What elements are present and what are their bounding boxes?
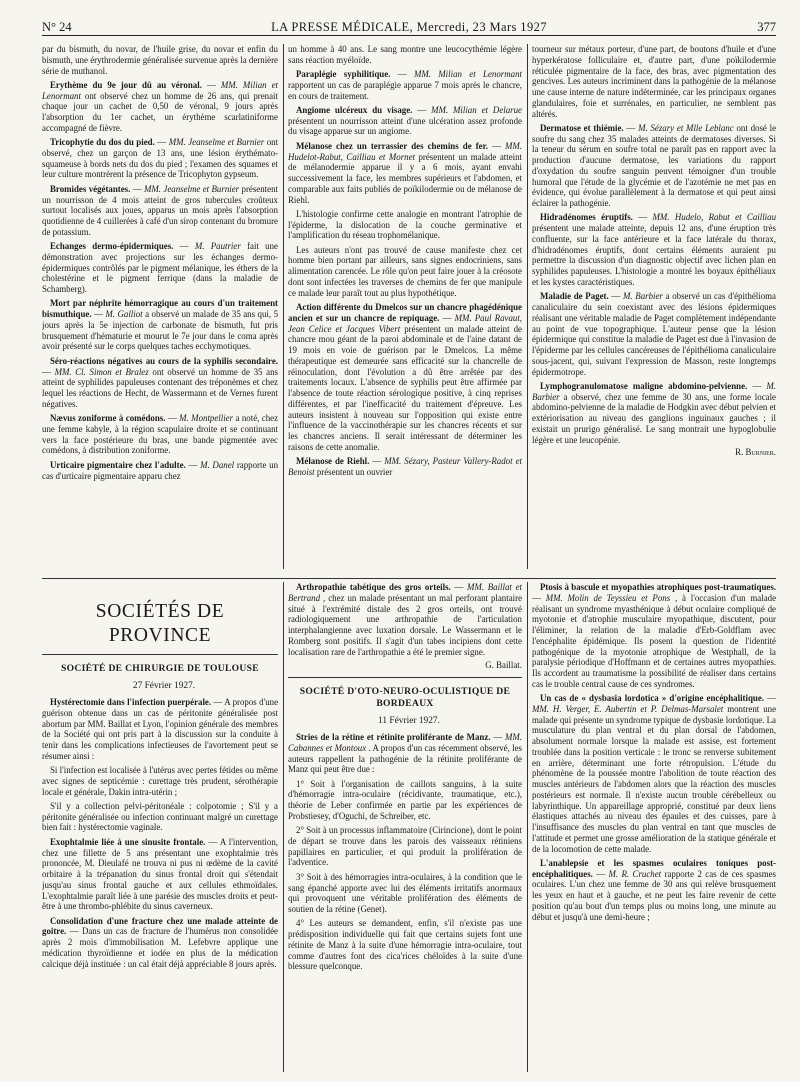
article-paragraph bbox=[288, 918, 522, 972]
article-text: tourneur sur métaux porteur, d'une part, de boutons d'huile et d'une hyperkératose folliculaire et, d'autre part, d'une poïkilodermie réticulée pigmentaire de la face, des bras, avec pigmentation des gencives. Les auteurs incriminent dans la pathogénie de la mélanose une cause interne de nature indéterminée, car les principaux organes glandulaires, foie et surrénales, en particulier, ne semblent pas altérés. bbox=[532, 44, 776, 119]
article-text: 2° Soit à un processus inflammatoire (Cirincione), dont le point de départ se trouve dans les parois des vaisseaux rétiniens papillaires en particulier, et qui produit la prolifération de l'adventice. bbox=[288, 825, 522, 868]
article-text: 1° Soit à l'organisation de caillots sanguins, à la suite d'hémorragie intra-oculaire (récidivante, traumatique, etc.), théorie de Leber confirmée en partie par les expériences de Probstiesey, d'Oguchi, de Schreiber, etc. bbox=[288, 778, 522, 821]
article-paragraph bbox=[288, 825, 522, 868]
column-divider bbox=[527, 582, 528, 1072]
article-authors: M. Barbier bbox=[622, 291, 663, 302]
article-authors: M. Montpellier bbox=[179, 413, 234, 424]
article-authors: M. Galliot bbox=[105, 309, 143, 320]
article-paragraph: Erythème du 9e jour dû au véronal. — MM. Milian et Lenormant ont observé chez un homme de 26 ans, qui prenait chaque jour un cachet de 0,50 de véronal, 9 jours après l'absorption du 1er cachet, un érythème scarlatiniforme accompagné de fièvre. bbox=[42, 79, 278, 133]
article-heading: Séro-réactions négatives au cours de la syphilis secondaire. bbox=[50, 355, 278, 366]
article-text: présentent une malade atteinte, depuis 12 ans, d'une éruption très confluente, sur la face antérieure et la face latérale du thorax, d'hidradénomes éruptifs, dont certains éléments auraient pu permettre la discussion d'un diagnostic objectif avec lichen plan en syphilides papuleuses. L'histologie a montré les boyaux épithéliaux et les kystes caractéristiques. bbox=[532, 223, 776, 287]
article-heading: Arthropathie tabétique des gros orteils. bbox=[296, 582, 451, 592]
article-authors: MM. Milian et Delarue bbox=[431, 104, 522, 115]
article-text: fait une démonstration avec projections sur les échanges dermo-épidermiques contrôlés par le pigment mélanique, les éthers de la cholestérine et le pigment ferrique (dans la maladie de Schamberg). bbox=[42, 241, 278, 295]
title-rule bbox=[288, 677, 522, 678]
bottom-column-3 bbox=[532, 582, 776, 1075]
article-text: , à l'occasion d'un malade réalisant un syndrome myasthénique à début oculaire compliqué de myotonie et d'atrophie musculaire myopathique, discutent, pour l'éliminer, la relation de la maladie d'Erb-Goldflam avec l'encéphalite épidémique. Ils posent la question de l'identité pathogénique de la myotonie atrophique de Westphall, de la paralysie périodique d'Hoffmann et de certaines autres myopathies. Ils accordent au traumatisme la possibilité de réaliser dans certains cas le trouble central cause de ces syndromes. bbox=[532, 592, 776, 689]
issue-number: N° 24 bbox=[42, 20, 72, 34]
article-authors: MM. Hudelo, Rabut et Cailliau bbox=[652, 212, 776, 223]
article-text: 4° Les auteurs se demandent, enfin, s'il n'existe pas une prédisposition individuelle qui fait que certains sujets font une rétinite de Manz à la suite d'une hémorragie intra-oculaire, tout comme d'autres font des cica'rices chéloïdes à la suite d'une blessure quelconque. bbox=[288, 918, 522, 972]
article-paragraph: Dermatose et thiémie. — M. Sézary et Mlle Leblanc ont dosé le soufre du sang chez 35 malades atteints de dermatoses diverses. Si la teneur du sérum en soufre total ne paraît pas en rapport avec la production d'aucune dermatose, les variations du rapport d'oxydation du soufre sanguin peuvent témoigner d'un trouble humoral que l'étude de la glycémie et de l'azotémie ne met pas en évidence, qui évolue parallèlement à la dermatose et qui peut ainsi éclairer la pathogénie. bbox=[532, 122, 776, 209]
column-divider bbox=[283, 582, 284, 1072]
article-paragraph: Consolidation d'une fracture chez une malade atteinte de goitre. — Dans un cas de fracture de l'humérus non consolidée après 2 mois d'immobilisation M. Lefebvre applique une médication thyroïdienne et iodée en plus de la médication calcique déjà instituée : un cal était déjà appréciable 8 jours après. bbox=[42, 915, 278, 969]
section-divider bbox=[42, 578, 776, 579]
bottom-column-2-articles bbox=[288, 582, 522, 657]
article-text: a observé un cas d'épithélioma canaliculaire du sein coexistant avec des lésions épidermiques réalisant une véritable maladie de Paget complètement indépendante au point de vue topographique. L'auteur pense que la lésion épidermique qui constitue la maladie de Paget est due à l'invasion de l'épiderme par les cellules cancéreuses de l'épithélioma canaliculaire sous-jacent, qui, suivant l'expression de Masson, reste longtemps épidermotrope. bbox=[532, 291, 776, 377]
article-paragraph bbox=[42, 801, 278, 833]
article-paragraph: Tricophytie du dos du pied. — MM. Jeanselme et Burnier ont observé, chez un garçon de 13 ans, une lésion érythémato-squameuse à bords nets du dos du pied ; l'examen des squames et leur culture montrèrent la présence de Tricophyton gypseum. bbox=[42, 137, 278, 180]
article-paragraph: Nævus zoniforme à comédons. — M. Montpellier a noté, chez une femme kabyle, à la région scapulaire droite et se continuant vers la face postérieure du bras, une bande pigmentée avec comédons, à distribution zoniforme. bbox=[42, 413, 278, 456]
bottom-column-2 bbox=[288, 582, 522, 1075]
article-heading: Mort par néphrite hémorragique au cours d'un traitement bismuthique. bbox=[42, 298, 278, 320]
article-text: Les auteurs n'ont pas trouvé de cause manifeste chez cet homme bien portant par ailleurs, sans signes endocriniens, sans alimentation carencée. Le rôle qu'on peut faire jouer à la créosote dont sont infectées les traverses de chemins de fer que manipule ce malade leur paraît tout au plus hypothétique. bbox=[288, 244, 522, 298]
article-text: S'il y a collection pelvi-péritonéale : colpotomie ; S'il y a péritonite généralisée ou infection continuant malgré un curettage bien fait : hystérectomie vaginale. bbox=[42, 800, 278, 833]
top-column-2 bbox=[288, 44, 522, 574]
article-authors: M. Sézary et Mlle Leblanc bbox=[638, 122, 734, 133]
article-heading: Nævus zoniforme à comédons. bbox=[50, 413, 166, 424]
society-title: SOCIÉTÉ D'OTO-NEURO-OCULISTIQUE DE BORDEAUX bbox=[299, 686, 511, 709]
article-text: a noté, chez une femme kabyle, à la région scapulaire droite et se continuant vers la face postérieure du bras, une bande pigmentée avec comédons, à distribution zoniforme. bbox=[42, 413, 278, 456]
article-text: ont dosé le soufre du sang chez 35 malades atteints de dermatoses diverses. Si la teneur du sérum en soufre total ne paraît pas en rapport avec la production d'aucune dermatose, les variations du rapport d'oxydation du soufre sanguin peuvent témoigner d'un trouble humoral que l'étude de la glycémie et de l'azotémie ne met pas en évidence, qui évolue parallèlement à la dermatose et qui peut ainsi éclairer la pathogénie. bbox=[532, 122, 776, 209]
article-heading: Action différente du Dmelcos sur un chancre phagédénique ancien et sur un chancre de repiquage. bbox=[288, 302, 522, 323]
article-heading: Bromides végétantes. bbox=[50, 183, 131, 194]
article-paragraph: Bromides végétantes. — MM. Jeanselme et Burnier présentent un nourrisson de 4 mois atteint de gros tubercules croûteux surtout localisés aux joues, apparus un mois après l'absorption quotidienne de 4 cuillerées à café d'un sirop contenant du bromure de potassium. bbox=[42, 183, 278, 237]
article-authors: M. R. Cruchet bbox=[608, 868, 662, 879]
journal-title: LA PRESSE MÉDICALE, Mercredi, 23 Mars 1927 bbox=[271, 20, 547, 34]
section-title: SOCIÉTÉS DE PROVINCE bbox=[95, 601, 225, 646]
bottom-column-1-articles bbox=[42, 697, 278, 969]
article-text: 3° Soit à des hémorragies intra-oculaires, à la condition que le sang épanché apporte avec lui des éléments irritatifs anormaux qui provoquent une véritable prolifération des éléments de soutien de la rétine (Genet). bbox=[288, 871, 522, 915]
article-text: A l'intervention, chez une fillette de 5 ans présentant une exophtalmie très prononcée, M. Dieulafé ne trouva ni pus ni œdème de la cavité orbitaire à la trépanation du sinus frontal droit qui s'étendait jusqu'au sinus frontal gauche et aux cellules ethmoïdales. L'exophtalmie paraît liée à une parésie des muscles droits et peut-être à une thrombo-phlébite du sinus caverneux. bbox=[42, 836, 278, 912]
article-text: Si l'infection est localisée à l'utérus avec pertes fétides ou même avec signes de septicémie : curettage très prudent, sérothérapie locale et générale, Dakin intra-utérin ; bbox=[42, 765, 278, 797]
article-authors: MM. Jeanselme et Burnier bbox=[144, 183, 240, 194]
article-text: ont observé un homme de 35 ans atteint de syphilides papuleuses contenant des tréponèmes et chez lequel les réactions de Hecht, de Wassermann et de Vernes furent négatives. bbox=[42, 366, 278, 409]
top-column-3-articles bbox=[532, 44, 776, 445]
article-text: rapporte un cas d'urticaire pigmentaire apparu chez bbox=[42, 459, 278, 481]
article-paragraph bbox=[288, 44, 522, 66]
article-authors: MM. Milian et Lenormant bbox=[42, 79, 278, 101]
article-heading: Hystérectomie dans l'infection puerpérale. bbox=[50, 697, 212, 707]
article-text: présentent un nourrisson de 4 mois atteint de gros tubercules croûteux surtout localisés aux joues, apparus un mois après l'absorption quotidienne de 4 cuillerées à café d'un sirop contenant du bromure de potassium. bbox=[42, 183, 278, 237]
article-heading: Consolidation d'une fracture chez une malade atteinte de goitre. bbox=[42, 915, 278, 937]
article-paragraph: Mort par néphrite hémorragique au cours d'un traitement bismuthique. — M. Galliot a observé un malade de 35 ans qui, 5 jours après la 5e injection de carbonate de bismuth, fut pris brusquement d'hématurie et mourut le 7e jour dans le coma après avoir présenté sur le corps quelques taches ecchymotiques. bbox=[42, 298, 278, 352]
column-divider bbox=[283, 44, 284, 569]
article-paragraph bbox=[288, 872, 522, 915]
article-paragraph bbox=[288, 245, 522, 299]
article-text: rapporte 2 cas de ces spasmes oculaires. L'un chez une femme de 30 ans qui relève brusquement les yeux en haut et à gauche, et ne peut les faire revenir de cette position qu'au bout d'un temps plus ou moins long, une minute au début et jusqu'à une demi-heure ; bbox=[532, 868, 776, 922]
article-text: ont observé chez un homme de 26 ans, qui prenait chaque jour un cachet de 0,50 de véronal, 9 jours après l'absorption du 1er cachet, un érythème scarlatiniforme accompagné de fièvre. bbox=[42, 90, 278, 133]
article-paragraph: Un cas de « dysbasia lordotica » d'origine encéphalitique. — MM. H. Verger, E. Aubertin et P. Delmas-Marsalet montrent une malade qui présente un syndrome typique de dysbasie lordotique. La musculature du plan ventral et du plan dorsal de l'abdomen, absolument normale lorsque la malade est assise, est fortement troublée dans la position verticale : le tronc se renverse subitement en arrière, déterminant une forte rétropulsion. L'étude du phénomène de la poussée montre l'abolition de toute réaction des muscles antérieurs de l'abdomen alors que la réaction des muscles postérieurs est normale. Il n'existe aucun trouble cérébelleux ou labyrinthique. Un appareillage approprié, constitué par deux liens élastiques attachés au niveau des épaules et des cuisses, pare à l'insuffisance des muscles du plan ventral en tant que muscles de l'attitude et permet une grosse amélioration de la statique générale et de la locomotion de cette malade. bbox=[532, 693, 776, 854]
article-paragraph: Lymphogranulomatose maligne abdomino-pelvienne. — M. Barbier a observé, chez une femme de 30 ans, une forme locale abdomino-pelvienne de la maladie de Hodgkin avec début pelvien et extériorisation au niveau des ganglions inguinaux gauches ; il existait un prurigo généralisé. Le sang montrait une hypoglobulie légère et une leucopénie. bbox=[532, 380, 776, 445]
article-paragraph: Hidradénomes éruptifs. — MM. Hudelo, Rabut et Cailliau présentent une malade atteinte, depuis 12 ans, d'une éruption très confluente, sur la face antérieure et la face latérale du thorax, d'hidradénomes éruptifs, dont certains éléments auraient pu permettre la discussion d'un diagnostic objectif avec lichen plan en syphilides papuleuses. L'histologie a montré les boyaux épithéliaux et les kystes caractéristiques. bbox=[532, 212, 776, 287]
article-authors: MM. Cabannes et Montoux bbox=[288, 732, 522, 753]
article-authors: MM. Hudelot-Rabut, Cailliau et Mornet bbox=[288, 140, 522, 162]
article-heading: L'anablepsie et les spasmes oculaires toniques post-encéphalitiques. bbox=[532, 857, 776, 879]
bottom-column-2b-articles bbox=[288, 732, 522, 972]
article-text: , chez un malade présentant un mal perforant plantaire situé à l'extrémité distale des 2 gros orteils, ont trouvé radiologiquement une arthropathie de l'articulation interphalangienne avec luxation dorsale. Le Wassermann et le Romberg sont positifs. Il s'agit d'un tabes incipiens dont cette localisation rare de l'arthropathie a été le premier signe. bbox=[288, 592, 522, 657]
article-authors: MM. Baillat et Bertrand bbox=[288, 582, 522, 603]
article-authors: M. Danel bbox=[200, 459, 235, 470]
article-text: montrent une malade qui présente un syndrome typique de dysbasie lordotique. La musculature du plan ventral et du plan dorsal de l'abdomen, absolument normale lorsque la malade est assise, est fortement troublée dans la position verticale : le tronc se renverse subitement en arrière, déterminant une forte rétropulsion. L'étude du phénomène de la poussée montre l'abolition de toute réaction des muscles antérieurs de l'abdomen alors que la réaction des muscles postérieurs est normale. Il n'existe aucun trouble cérébelleux ou labyrinthique. Un appareillage approprié, constitué par deux liens élastiques attachés au niveau des épaules et des cuisses, pare à l'insuffisance des muscles du plan ventral en tant que muscles de l'attitude et permet une grosse amélioration de la statique générale et de la locomotion de cette malade. bbox=[532, 703, 776, 854]
article-text: par du bismuth, du novar, de l'huile grise, du novar et enfin du bismuth, une érythrodermie généralisée survenue après la dernière série de muthanol. bbox=[42, 44, 278, 76]
page-header bbox=[42, 20, 776, 36]
article-paragraph bbox=[42, 44, 278, 76]
article-paragraph: Maladie de Paget. — M. Barbier a observé un cas d'épithélioma canaliculaire du sein coexistant avec des lésions épidermiques réalisant une véritable maladie de Paget complètement indépendante au point de vue topographique. L'auteur pense que la lésion épidermique qui constitue la maladie de Paget est due à l'invasion de l'épiderme par les cellules cancéreuses de l'épithélioma canaliculaire sous-jacent, qui, suivant l'expression de Masson, reste longtemps épidermotrope. bbox=[532, 291, 776, 377]
article-paragraph: Arthropathie tabétique des gros orteils. — MM. Baillat et Bertrand , chez un malade présentant un mal perforant plantaire situé à l'extrémité distale des 2 gros orteils, ont trouvé radiologiquement une arthropathie de l'articulation interphalangienne avec luxation dorsale. Le Wassermann et le Romberg sont positifs. Il s'agit d'un tabes incipiens dont cette localisation rare de l'arthropathie a été le premier signe. bbox=[288, 582, 522, 657]
article-paragraph: Action différente du Dmelcos sur un chancre phagédénique ancien et sur un chancre de repiquage. — MM. Paul Ravaut, Jean Celice et Jacques Vibert présentent un malade atteint de chancre mou géant de la paroi abdominale et de l'aine datant de 19 mois en voie de guérison par le Dmelcos. La même thérapeutique est demeurée sans efficacité sur la chancrelle de réinoculation, dont l'évolution a dû être arrêtée par des traitements locaux. L'absence de syphilis peut être affirmée par l'absence de toute réaction sérologique positive, à cinq reprises différentes, et par l'inefficacité du traitement d'épreuve. Les auteurs insistent à nouveau sur l'opposition qui existe entre l'influence de la vaccinothérapie sur les chancres récents et sur les chancres anciens. Il serait intéressant de déterminer les raisons de cette anomalie. bbox=[288, 302, 522, 452]
article-authors: MM. Jeanselme et Burnier bbox=[168, 137, 265, 148]
article-paragraph: L'anablepsie et les spasmes oculaires toniques post-encéphalitiques. — M. R. Cruchet rapporte 2 cas de ces spasmes oculaires. L'un chez une femme de 30 ans qui relève brusquement les yeux en haut et à gauche, et ne peut les faire revenir de cette position qu'au bout d'un temps plus ou moins long, une minute au début et jusqu'à une demi-heure ; bbox=[532, 857, 776, 922]
article-heading: Angiome ulcéreux du visage. bbox=[296, 104, 413, 115]
article-heading: Mélanose de Riehl. bbox=[296, 456, 370, 467]
article-heading: Paraplégie syphilitique. bbox=[296, 69, 391, 80]
article-paragraph bbox=[288, 209, 522, 241]
bottom-column-1 bbox=[42, 580, 278, 1075]
article-heading: Ptosis à bascule et myopathies atrophiques post-traumatiques. bbox=[540, 582, 776, 592]
article-text: rapportent un cas de paraplégie apparue 7 mois après le chancre, en cours de traitement. bbox=[288, 79, 522, 101]
article-heading: Mélanose chez un terrassier des chemins de fer. bbox=[296, 140, 488, 151]
article-text: ont observé, chez un garçon de 13 ans, une lésion érythémato-squameuse à bords nets du dos du pied ; l'examen des squames et leur culture montrèrent la présence de Tricophyton gypseum. bbox=[42, 137, 278, 180]
page-number: 377 bbox=[757, 20, 776, 34]
article-paragraph bbox=[532, 44, 776, 119]
article-text: L'histologie confirme cette analogie en montrant l'atrophie de l'épiderme, la dislocation de la couche germinative et l'amplification du réseau trophomélanique. bbox=[288, 208, 522, 241]
signature: G. Baillat. bbox=[485, 660, 522, 671]
article-paragraph: Mélanose de Riehl. — MM. Sézary, Pasteur Vallery-Radot et Benoist présentent un ouvrier bbox=[288, 456, 522, 477]
article-heading: Dermatose et thiémie. bbox=[540, 122, 624, 133]
article-paragraph: Séro-réactions négatives au cours de la syphilis secondaire. — MM. Cl. Simon et Bralez ont observé un homme de 35 ans atteint de syphilides papuleuses contenant des tréponèmes et chez lequel les réactions de Hecht, de Wassermann et de Vernes furent négatives. bbox=[42, 355, 278, 409]
article-paragraph: Hystérectomie dans l'infection puerpérale. — A propos d'une guérison obtenue dans un cas de péritonite généralisée post abortum par MM. Baillat et Lyon, l'opinion générale des membres de la Société qui ont pris part à la discussion sur la conduite à tenir dans les complications infectieuses de l'avortement peut se résumer ainsi : bbox=[42, 697, 278, 761]
society-date: 27 Février 1927. bbox=[132, 681, 196, 691]
article-paragraph bbox=[288, 779, 522, 822]
article-authors: MM. H. Verger, E. Aubertin et P. Delmas-Marsalet bbox=[532, 703, 724, 714]
signature: R. Burnier. bbox=[735, 447, 776, 458]
article-paragraph: Paraplégie syphilitique. — MM. Milian et Lenormant rapportent un cas de paraplégie apparue 7 mois après le chancre, en cours de traitement. bbox=[288, 69, 522, 101]
article-heading: Un cas de « dysbasia lordotica » d'origine encéphalitique. bbox=[540, 693, 764, 704]
title-rule bbox=[42, 654, 278, 655]
article-heading: Urticaire pigmentaire chez l'adulte. bbox=[50, 459, 186, 470]
article-authors: M. Barbier bbox=[532, 380, 776, 402]
society-date: 11 Février 1927. bbox=[378, 716, 440, 726]
article-heading: Maladie de Paget. bbox=[540, 291, 609, 302]
top-column-1 bbox=[42, 44, 278, 574]
article-heading: Echanges dermo-épidermiques. bbox=[50, 241, 174, 252]
article-authors: MM. Paul Ravaut, Jean Celice et Jacques Vibert bbox=[288, 312, 522, 334]
article-authors: M. Pautrier bbox=[194, 241, 241, 252]
article-text: présentent un malade atteint de mélanodermie apparue il y a 6 mois, ayant envahi successivement la face, les membres supérieurs et l'abdomen, et comparable aux faits publiés de poïkilodermie ou de mélanose de Riehl. bbox=[288, 151, 522, 205]
article-text: Dans un cas de fracture de l'humérus non consolidée après 2 mois d'immobilisation M. Lefebvre applique une médication thyroïdienne et iodée en plus de la médication calcique déjà instituée : un cal était déjà appréciable 8 jours après. bbox=[42, 926, 278, 969]
article-authors: MM. Molin de Teyssieu et Pons bbox=[545, 592, 671, 603]
article-heading: Erythème du 9e jour dû au véronal. bbox=[50, 79, 202, 90]
article-paragraph: Mélanose chez un terrassier des chemins de fer. — MM. Hudelot-Rabut, Cailliau et Mornet présentent un malade atteint de mélanodermie apparue il y a 6 mois, ayant envahi successivement la face, les membres supérieurs et l'abdomen, et comparable aux faits publiés de poïkilodermie ou de mélanose de Riehl. bbox=[288, 140, 522, 205]
article-heading: Exophtalmie liée à une sinusite frontale. bbox=[50, 836, 206, 847]
article-authors: MM. Milian et Lenormant bbox=[413, 69, 522, 80]
article-paragraph: Ptosis à bascule et myopathies atrophiques post-traumatiques. — MM. Molin de Teyssieu et Pons , à l'occasion d'un malade réalisant un syndrome myasthénique à début oculaire compliqué de myotonie et d'atrophie musculaire myopathique, discutent, pour l'éliminer, la relation de la maladie d'Erb-Goldflam avec l'encéphalite épidémique. Ils posent la question de l'identité pathogénique de la myotonie atrophique de Westphall, de la paralysie périodique d'Hoffmann et de certaines autres myopathies. Ils accordent au traumatisme la possibilité de réaliser dans certains cas le trouble central cause de ces syndromes. bbox=[532, 582, 776, 689]
article-paragraph: Angiome ulcéreux du visage. — MM. Milian et Delarue présentent un nourrisson atteint d'une ulcération assez profonde du visage apparue sur un angiome. bbox=[288, 104, 522, 137]
article-text: . A propos d'un cas récemment observé, les auteurs rappellent la pathogénie de la rétinite proliférante de Manz qui peut être due : bbox=[288, 742, 522, 775]
article-authors: MM. Sézary, Pasteur Vallery-Radot et Benoist bbox=[288, 456, 522, 477]
top-column-3 bbox=[532, 44, 776, 574]
society-title: SOCIÉTÉ DE CHIRURGIE DE TOULOUSE bbox=[61, 663, 259, 674]
article-paragraph: Echanges dermo-épidermiques. — M. Pautrier fait une démonstration avec projections sur les échanges dermo-épidermiques contrôlés par le pigment mélanique, les éthers de la cholestérine et le pigment ferrique (dans la maladie de Schamberg). bbox=[42, 241, 278, 295]
article-heading: Hidradénomes éruptifs. bbox=[540, 212, 633, 223]
article-paragraph: Exophtalmie liée à une sinusite frontale. — A l'intervention, chez une fillette de 5 ans présentant une exophtalmie très prononcée, M. Dieulafé ne trouva ni pus ni œdème de la cavité orbitaire à la trépanation du sinus frontal droit qui s'étendait jusqu'au sinus frontal gauche et aux cellules ethmoïdales. L'exophtalmie paraît liée à une parésie des muscles droits et peut-être à une thrombo-phlébite du sinus caverneux. bbox=[42, 836, 278, 912]
article-authors: MM. Cl. Simon et Bralez bbox=[54, 366, 149, 377]
article-heading: Stries de la rétine et rétinite proliférante de Manz. bbox=[296, 732, 491, 742]
article-text: présentent un ouvrier bbox=[316, 466, 393, 477]
article-text: présentent un nourrisson atteint d'une ulcération assez profonde du visage apparue sur un angiome. bbox=[288, 115, 522, 137]
article-text: présentent un malade atteint de chancre mou géant de la paroi abdominale et de l'aine datant de 19 mois en voie de guérison par le Dmelcos. La même thérapeutique est demeurée sans efficacité sur la chancrelle de réinoculation, dont l'évolution a dû être arrêtée par des traitements locaux. L'absence de syphilis peut être affirmée par l'absence de toute réaction sérologique positive, à cinq reprises différentes, et par l'inefficacité du traitement d'épreuve. Les auteurs insistent à nouveau sur l'opposition qui existe entre l'influence de la vaccinothérapie sur les chancres récents et sur les chancres anciens. Il serait intéressant de déterminer les raisons de cette anomalie. bbox=[288, 323, 522, 452]
article-text: a observé, chez une femme de 30 ans, une forme locale abdomino-pelvienne de la maladie de Hodgkin avec début pelvien et extériorisation au niveau des ganglions inguinaux gauches ; il existait un prurigo généralisé. Le sang montrait une hypoglobulie légère et une leucopénie. bbox=[532, 391, 776, 445]
article-heading: Tricophytie du dos du pied. bbox=[50, 137, 155, 148]
article-paragraph bbox=[42, 765, 278, 797]
article-paragraph: Stries de la rétine et rétinite proliférante de Manz. — MM. Cabannes et Montoux . A propos d'un cas récemment observé, les auteurs rappellent la pathogénie de la rétinite proliférante de Manz qui peut être due : bbox=[288, 732, 522, 775]
article-text: un homme à 40 ans. Le sang montre une leucocythémie légère sans réaction myéloïde. bbox=[288, 44, 522, 65]
article-text: a observé un malade de 35 ans qui, 5 jours après la 5e injection de carbonate de bismuth, fut pris brusquement d'hématurie et mourut le 7e jour dans le coma après avoir présenté sur le corps quelques taches ecchymotiques. bbox=[42, 309, 278, 352]
column-divider bbox=[527, 44, 528, 569]
article-paragraph: Urticaire pigmentaire chez l'adulte. — M. Danel rapporte un cas d'urticaire pigmentaire apparu chez bbox=[42, 459, 278, 481]
article-heading: Lymphogranulomatose maligne abdomino-pelvienne. bbox=[540, 380, 748, 391]
article-text: A propos d'une guérison obtenue dans un cas de péritonite généralisée post abortum par MM. Baillat et Lyon, l'opinion générale des membres de la Société qui ont pris part à la discussion sur la conduite à tenir dans les complications infectieuses de l'avortement peut se résumer ainsi : bbox=[42, 697, 278, 761]
